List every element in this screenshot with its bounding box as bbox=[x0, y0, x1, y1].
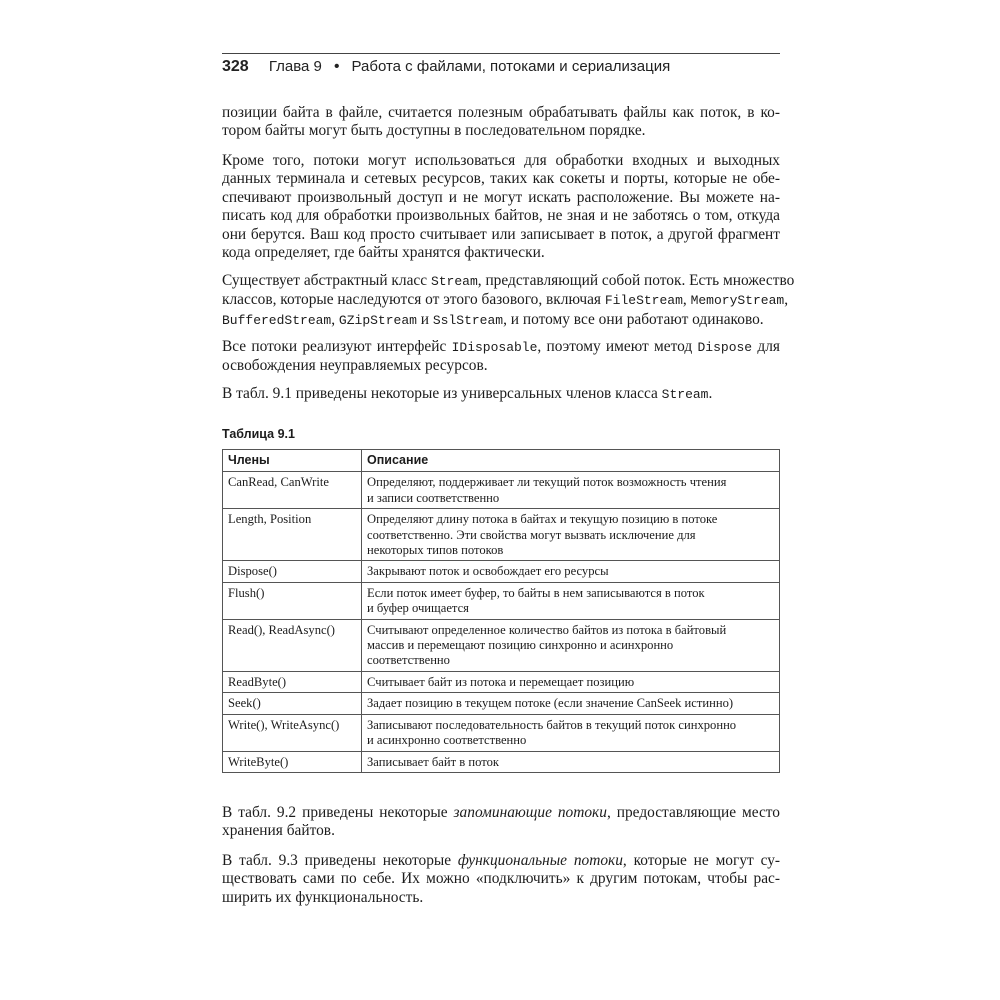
member-cell: Dispose() bbox=[223, 561, 362, 582]
page-number: 328 bbox=[222, 58, 249, 75]
member-cell: Read(), ReadAsync() bbox=[223, 619, 362, 671]
text-line: Существует абстрактный класс Stream, представляющий собой поток. Есть множество bbox=[222, 272, 795, 289]
header-bullet: • bbox=[334, 58, 340, 75]
code-sslstream: SslStream bbox=[432, 312, 504, 328]
text-line: Все потоки реализуют интерфейс IDisposable, поэтому имеют метод Dispose для bbox=[222, 338, 780, 355]
description-line: массив и перемещают позицию синхронно и асинхронно bbox=[367, 638, 674, 653]
description-line: и записи соответственно bbox=[367, 490, 500, 505]
code-bufferedstream: BufferedStream bbox=[222, 312, 332, 328]
description-line: Считывают определенное количество байтов из потока в байтовый bbox=[367, 622, 727, 637]
table-row bbox=[223, 472, 780, 509]
table-body bbox=[223, 472, 780, 773]
text-line: спечивают произвольный доступ и не могут искать расположение. Вы можете на- bbox=[222, 188, 780, 206]
text-line: классов, которые наследуются от этого базового, включая FileStream, MemoryStream, bbox=[222, 291, 789, 309]
table-row bbox=[223, 714, 780, 751]
text-line: В табл. 9.3 приведены некоторые функциональные потоки, которые не могут су- bbox=[222, 852, 781, 869]
description-line: соответственно bbox=[367, 653, 450, 668]
description-line: Задает позицию в текущем потоке (если значение CanSeek истинно) bbox=[367, 696, 734, 711]
description-cell bbox=[362, 472, 780, 509]
table-row bbox=[223, 693, 780, 714]
table-row bbox=[223, 671, 780, 692]
description-line: Записывает байт в поток bbox=[367, 754, 499, 769]
description-line: Записывают последовательность байтов в текущий поток синхронно bbox=[367, 717, 737, 732]
description-line: и асинхронно соответственно bbox=[367, 733, 527, 748]
description-line: соответственно. Эти свойства могут вызвать исключение для bbox=[367, 527, 696, 542]
table-caption: Таблица 9.1 bbox=[222, 427, 295, 441]
text-line: писать код для обработки произвольных байтов, не зная и не заботясь о том, откуда bbox=[222, 207, 780, 225]
description-cell bbox=[362, 619, 780, 671]
paragraph-4 bbox=[222, 338, 780, 376]
text-line: кода определяет, где байты хранятся фактически. bbox=[222, 244, 545, 262]
code-gzipstream: GZipStream bbox=[338, 312, 417, 328]
text-line: позиции байта в файле, считается полезным обрабатывать файлы как поток, в ко- bbox=[222, 104, 780, 121]
member-cell: CanRead, CanWrite bbox=[223, 472, 362, 509]
member-cell: ReadByte() bbox=[223, 671, 362, 692]
text-line: ширить их функциональность. bbox=[222, 888, 424, 906]
emphasis-function-streams: функциональные потоки bbox=[457, 852, 623, 869]
code-stream: Stream bbox=[430, 274, 478, 289]
description-cell bbox=[362, 751, 780, 772]
members-table bbox=[222, 449, 780, 773]
text-line: хранения байтов. bbox=[222, 822, 335, 840]
code-idisposable: IDisposable bbox=[451, 340, 538, 355]
description-cell bbox=[362, 671, 780, 692]
code-stream: Stream bbox=[661, 387, 709, 402]
paragraph-1 bbox=[222, 104, 780, 141]
description-cell bbox=[362, 714, 780, 751]
description-cell bbox=[362, 693, 780, 714]
text-line: данных терминала и сетевых ресурсов, таких как сокеты и порты, которые не обе- bbox=[222, 170, 780, 188]
paragraph-3 bbox=[222, 272, 795, 330]
paragraph-5 bbox=[222, 385, 780, 404]
header-rule bbox=[222, 53, 780, 54]
table-row bbox=[223, 751, 780, 772]
text-line: В табл. 9.1 приведены некоторые из универсальных членов класса Stream. bbox=[222, 385, 713, 402]
description-line: Закрывают поток и освобождает его ресурсы bbox=[367, 564, 609, 579]
chapter-label: Глава 9 bbox=[268, 58, 322, 75]
member-cell: Seek() bbox=[223, 693, 362, 714]
chapter-title: Работа с файлами, потоками и сериализация bbox=[351, 58, 671, 75]
table-row bbox=[223, 582, 780, 619]
running-header bbox=[222, 58, 780, 76]
text-line: они берутся. Ваш код просто считывает или записывает в поток, а другой фрагмент bbox=[222, 225, 780, 243]
text-line: тором байты могут быть доступны в последовательном порядке. bbox=[222, 122, 646, 140]
member-cell: WriteByte() bbox=[223, 751, 362, 772]
column-header-description: Описание bbox=[362, 450, 780, 472]
text-line: Кроме того, потоки могут использоваться для обработки входных и выходных bbox=[222, 152, 780, 169]
paragraph-2 bbox=[222, 152, 780, 262]
description-cell bbox=[362, 561, 780, 582]
description-line: Определяют длину потока в байтах и текущую позицию в потоке bbox=[367, 512, 718, 527]
table-row bbox=[223, 509, 780, 561]
description-line: и буфер очищается bbox=[367, 601, 469, 616]
description-line: Если поток имеет буфер, то байты в нем записываются в поток bbox=[367, 585, 705, 600]
text-line: В табл. 9.2 приведены некоторые запоминающие потоки, предоставляющие место bbox=[222, 804, 780, 821]
text-line: ществовать сами по себе. Их можно «подключить» к другим потокам, чтобы рас- bbox=[222, 870, 780, 888]
member-cell: Write(), WriteAsync() bbox=[223, 714, 362, 751]
description-line: Считывает байт из потока и перемещает позицию bbox=[367, 674, 635, 689]
code-dispose: Dispose bbox=[697, 340, 753, 355]
paragraph-6 bbox=[222, 804, 780, 841]
text-line: освобождения неуправляемых ресурсов. bbox=[222, 357, 488, 375]
description-cell bbox=[362, 582, 780, 619]
member-cell: Length, Position bbox=[223, 509, 362, 561]
emphasis-storage-streams: запоминающие потоки bbox=[453, 804, 607, 821]
code-memorystream: MemoryStream bbox=[690, 293, 785, 309]
code-filestream: FileStream bbox=[604, 293, 683, 309]
text-line: BufferedStream, GZipStream и SslStream, и потому все они работают одинаково. bbox=[222, 310, 764, 328]
column-header-members: Члены bbox=[223, 450, 362, 472]
description-line: некоторых типов потоков bbox=[367, 543, 504, 558]
member-cell: Flush() bbox=[223, 582, 362, 619]
paragraph-7 bbox=[222, 852, 780, 907]
description-line: Определяют, поддерживает ли текущий поток возможность чтения bbox=[367, 475, 727, 490]
table-row bbox=[223, 619, 780, 671]
table-header-row bbox=[223, 450, 780, 472]
description-cell bbox=[362, 509, 780, 561]
table-row bbox=[223, 561, 780, 582]
